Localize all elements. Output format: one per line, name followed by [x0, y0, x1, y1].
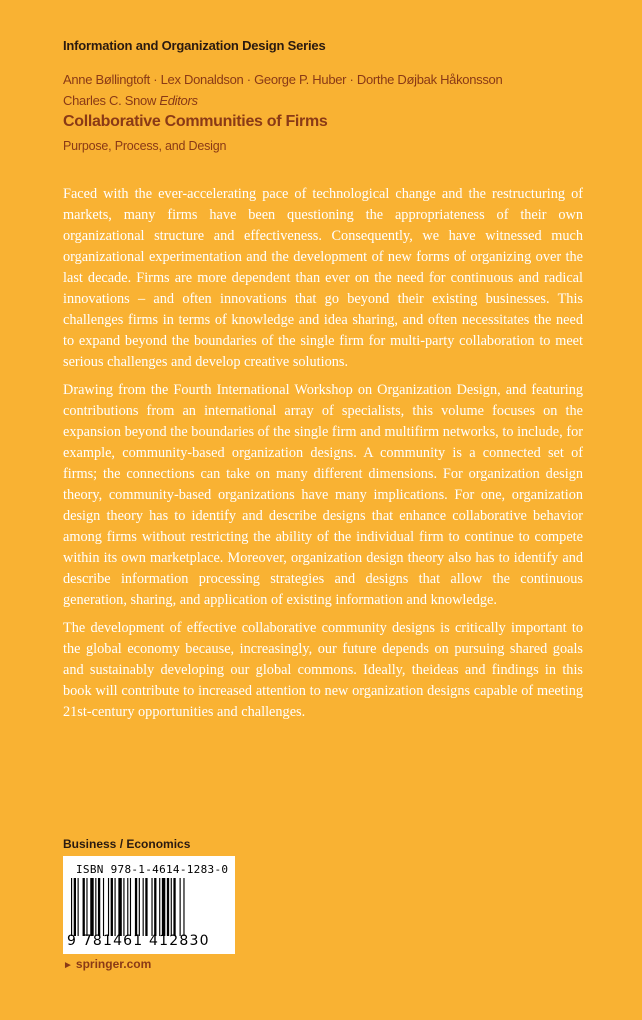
editor-names: Anne Bøllingtoft · Lex Donaldson · George P. Huber · Dorthe Døjbak Håkonsson [63, 72, 503, 87]
isbn-text: ISBN 978-1-4614-1283-0 [76, 863, 229, 876]
back-cover-blurb [63, 184, 583, 730]
series-name: Information and Organization Design Series [63, 38, 326, 53]
publisher-url[interactable] [63, 957, 151, 971]
arrow-icon: ► [63, 960, 73, 971]
editors-role: Editors [159, 93, 198, 108]
editor-names-line2: Charles C. Snow [63, 93, 157, 108]
publisher-url-text: springer.com [75, 957, 152, 971]
blurb-paragraph-1: Faced with the ever-accelerating pace of technological change and the restructuring of markets, many firms have been questioning the appropriateness of their own organizational structure and effectiveness. Consequently, we have witnessed much organizational experimentation and the development of new forms of organizing over the last decade. Firms are more dependent than ever on the need for continuous and radical innovations – and often innovations that go beyond their existing businesses. This challenges firms in terms of knowledge and idea sharing, and often necessitates the need to expand beyond the boundaries of the single firm for multi-party collaboration to meet serious challenges and develop creative solutions. [63, 186, 583, 370]
book-title: Collaborative Communities of Firms [63, 113, 328, 130]
editors [63, 69, 533, 111]
blurb-paragraph-3: The development of effective collaborative community designs is critically important to the global economy because, increasingly, our future depends on pursuing shared goals and sustainably developing our global commons. Ideally, theideas and findings in this book will contribute to increased attention to new organization designs capable of meeting 21st-century opportunities and challenges. [63, 620, 583, 720]
subject-category: Business / Economics [63, 837, 191, 851]
barcode-digits: 9 781461 412830 [67, 933, 210, 949]
book-subtitle: Purpose, Process, and Design [63, 139, 227, 153]
barcode-image [69, 878, 229, 936]
blurb-paragraph-2: Drawing from the Fourth International Workshop on Organization Design, and featuring contributions from an international array of specialists, this volume focuses on the expansion beyond the boundaries of the single firm and multifirm networks, to include, for example, community-based organization designs. A community is a connected set of firms; the connections can take on many different dimensions. For organization design theory, community-based organizations have many implications. For one, organization design theory has to identify and describe designs that enhance collaborative behavior among firms without restricting the ability of the individual firm to continue to compete within its own marketplace. Moreover, organization design theory also has to identify and describe information processing strategies and designs that allow the continuous generation, sharing, and application of existing information and knowledge. [63, 382, 583, 608]
isbn-barcode-box [63, 856, 235, 954]
